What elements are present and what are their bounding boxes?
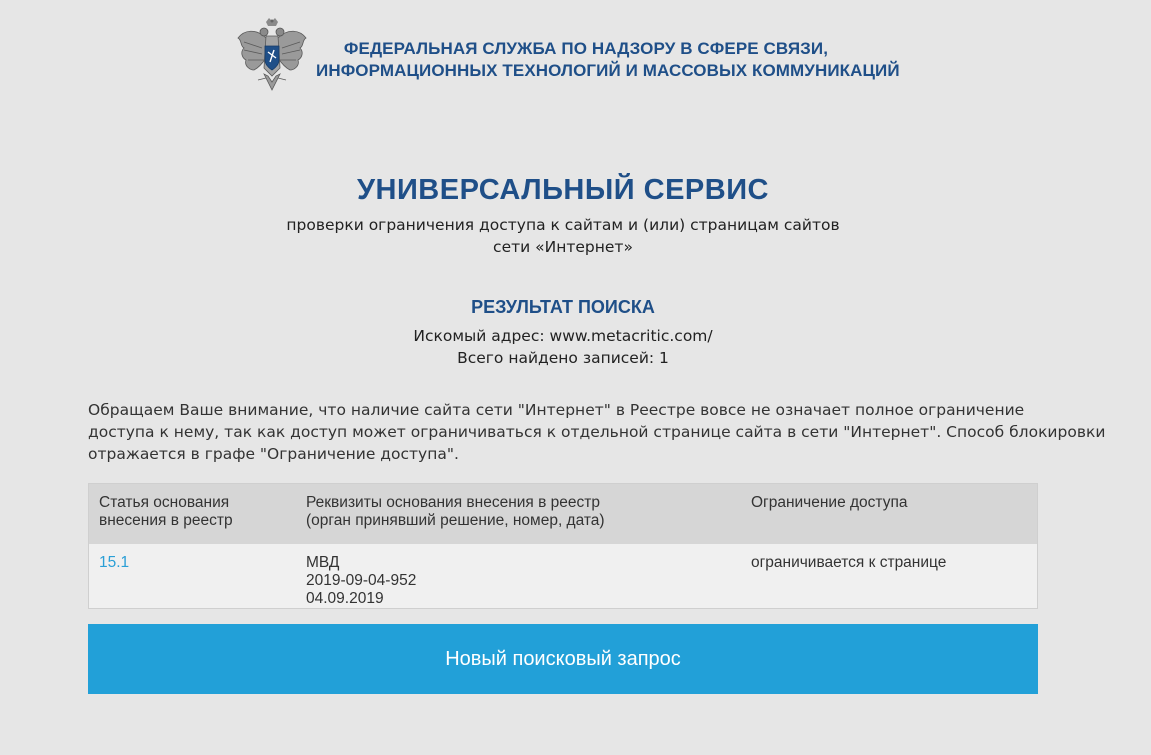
header-article-line2: внесения в реестр [99,512,233,529]
header-restriction [751,494,907,512]
searched-address: Искомый адрес: www.metacritic.com/ [413,327,713,345]
header-article-line1: Статья основания [99,494,230,511]
notice-text [88,399,1106,465]
service-subtitle-line1: проверки ограничения доступа к сайтам и (или) страницам сайтов [286,216,840,234]
service-subtitle-line2: сети «Интернет» [493,238,633,256]
header-details [306,494,605,530]
service-subtitle [0,214,1126,258]
notice-line2: доступа к нему, так как доступ может ограничиваться к отдельной странице сайта в сети "Интернет". Способ блокировки [88,423,1106,441]
result-title: РЕЗУЛЬТАТ ПОИСКА [471,297,655,317]
table-header [89,484,1037,544]
row-details [306,554,416,608]
row-restriction-text: ограничивается к странице [751,554,947,571]
row-number: 2019-09-04-952 [306,572,417,589]
row-authority: МВД [306,554,340,571]
header-restriction-text: Ограничение доступа [751,494,908,511]
results-table [88,483,1038,609]
page-header [236,18,900,98]
result-info [0,325,1126,369]
table-row [89,544,1037,608]
notice-line3: отражается в графе "Ограничение доступа". [88,445,459,463]
service-title: УНИВЕРСАЛЬНЫЙ СЕРВИС [356,174,770,206]
emblem-icon [236,18,308,96]
total-found: Всего найдено записей: 1 [457,349,669,367]
header-details-line1: Реквизиты основания внесения в реестр [306,494,600,511]
header-article [99,494,233,530]
agency-name-line1: ФЕДЕРАЛЬНАЯ СЛУЖБА ПО НАДЗОРУ В СФЕРЕ СВЯЗИ, [343,39,829,58]
row-restriction [751,554,946,572]
agency-name-line2: ИНФОРМАЦИОННЫХ ТЕХНОЛОГИЙ И МАССОВЫХ КОММУНИКАЦИЙ [316,61,900,80]
row-date: 04.09.2019 [306,590,384,607]
header-details-line2: (орган принявший решение, номер, дата) [306,512,605,529]
row-article [99,554,129,572]
article-link[interactable]: 15.1 [99,554,130,571]
new-search-button[interactable]: Новый поисковый запрос [88,624,1038,694]
agency-name [316,38,900,82]
notice-line1: Обращаем Ваше внимание, что наличие сайта сети "Интернет" в Реестре вовсе не означает полное ограничение [88,401,1025,419]
